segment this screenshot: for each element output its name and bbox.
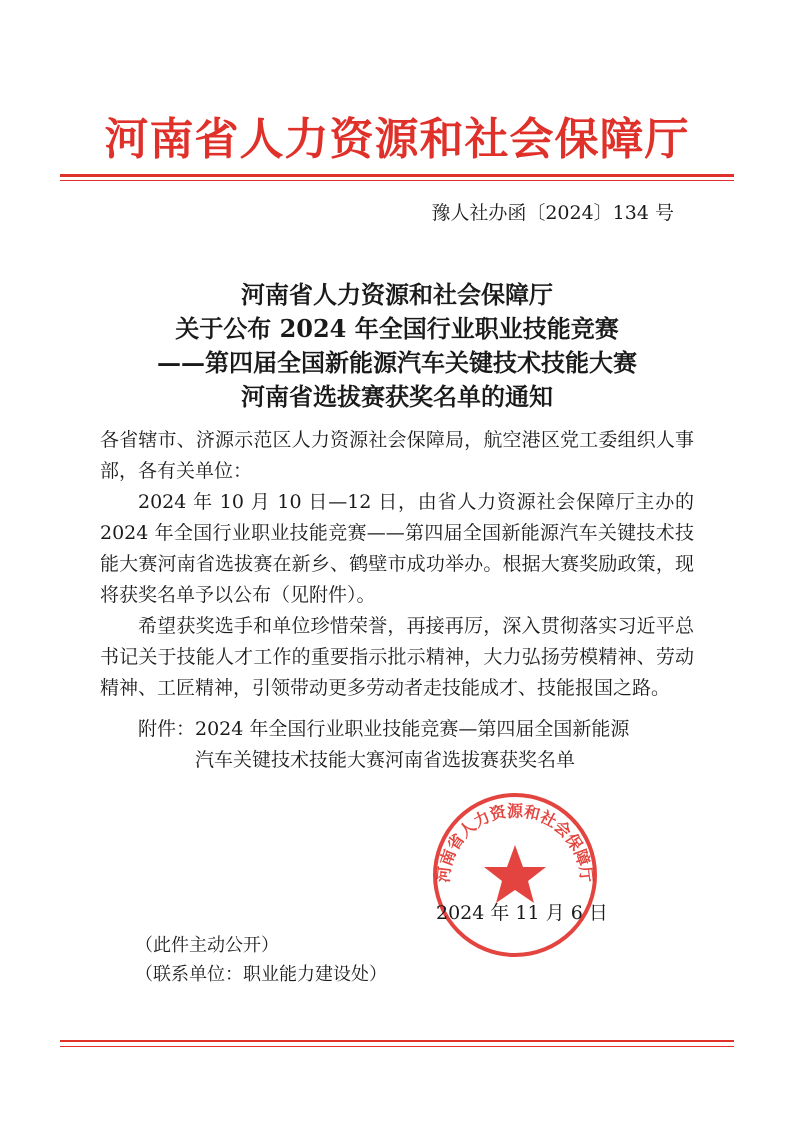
body-paragraph: 希望获奖选手和单位珍惜荣誉，再接再厉，深入贯彻落实习近平总书记关于技能人才工作的重要指示批示精神，大力弘扬劳模精神、劳动精神、工匠精神，引领带动更多劳动者走技能成才、技能报国之路。 xyxy=(100,615,694,699)
footer-red-rule xyxy=(60,1040,734,1042)
header-red-rule xyxy=(60,174,734,177)
attachment-note xyxy=(138,714,698,776)
title-line: 河南省人力资源和社会保障厅 xyxy=(241,280,553,309)
title-line: 河南省选拔赛获奖名单的通知 xyxy=(241,382,553,411)
seal-star-icon xyxy=(484,845,546,903)
addressee: 各省辖市、济源示范区人力资源社会保障局，航空港区党工委组织人事部，各有关单位： xyxy=(100,429,694,482)
document-number: 豫人社办函〔2024〕134 号 xyxy=(431,202,674,224)
issuing-authority-header: 河南省人力资源和社会保障厅 xyxy=(104,114,690,165)
disclosure-note: （此件主动公开） xyxy=(135,935,279,956)
official-seal xyxy=(430,790,600,960)
header-red-rule-thin xyxy=(60,180,734,181)
title-line: ——第四届全国新能源汽车关键技术技能大赛 xyxy=(157,348,637,377)
seal-text: 河南省人力资源和社会保障厅 xyxy=(433,801,597,884)
contact-unit: （联系单位：职业能力建设处） xyxy=(135,964,387,985)
attachment-line: 汽车关键技术技能大赛河南省选拔赛获奖名单 xyxy=(195,749,576,771)
attachment-line: 附件：2024 年全国行业职业技能竞赛—第四届全国新能源 xyxy=(138,718,630,740)
title-line: 关于公布 2024 年全国行业职业技能竞赛 xyxy=(175,314,619,343)
body-paragraph: 2024 年 10 月 10 日—12 日，由省人力资源社会保障厅主办的 2024 年全国行业职业技能竞赛——第四届全国新能源汽车关键技术技能大赛河南省选拔赛在新乡、鹤壁市成功举办。根据大赛奖励政策，现将获奖名单予以公布（见附件）。 xyxy=(100,491,694,606)
footer-red-rule-thin xyxy=(60,1046,734,1047)
signature-date: 2024 年 11 月 6 日 xyxy=(436,902,608,924)
document-body xyxy=(100,425,694,704)
document-title xyxy=(60,278,734,414)
